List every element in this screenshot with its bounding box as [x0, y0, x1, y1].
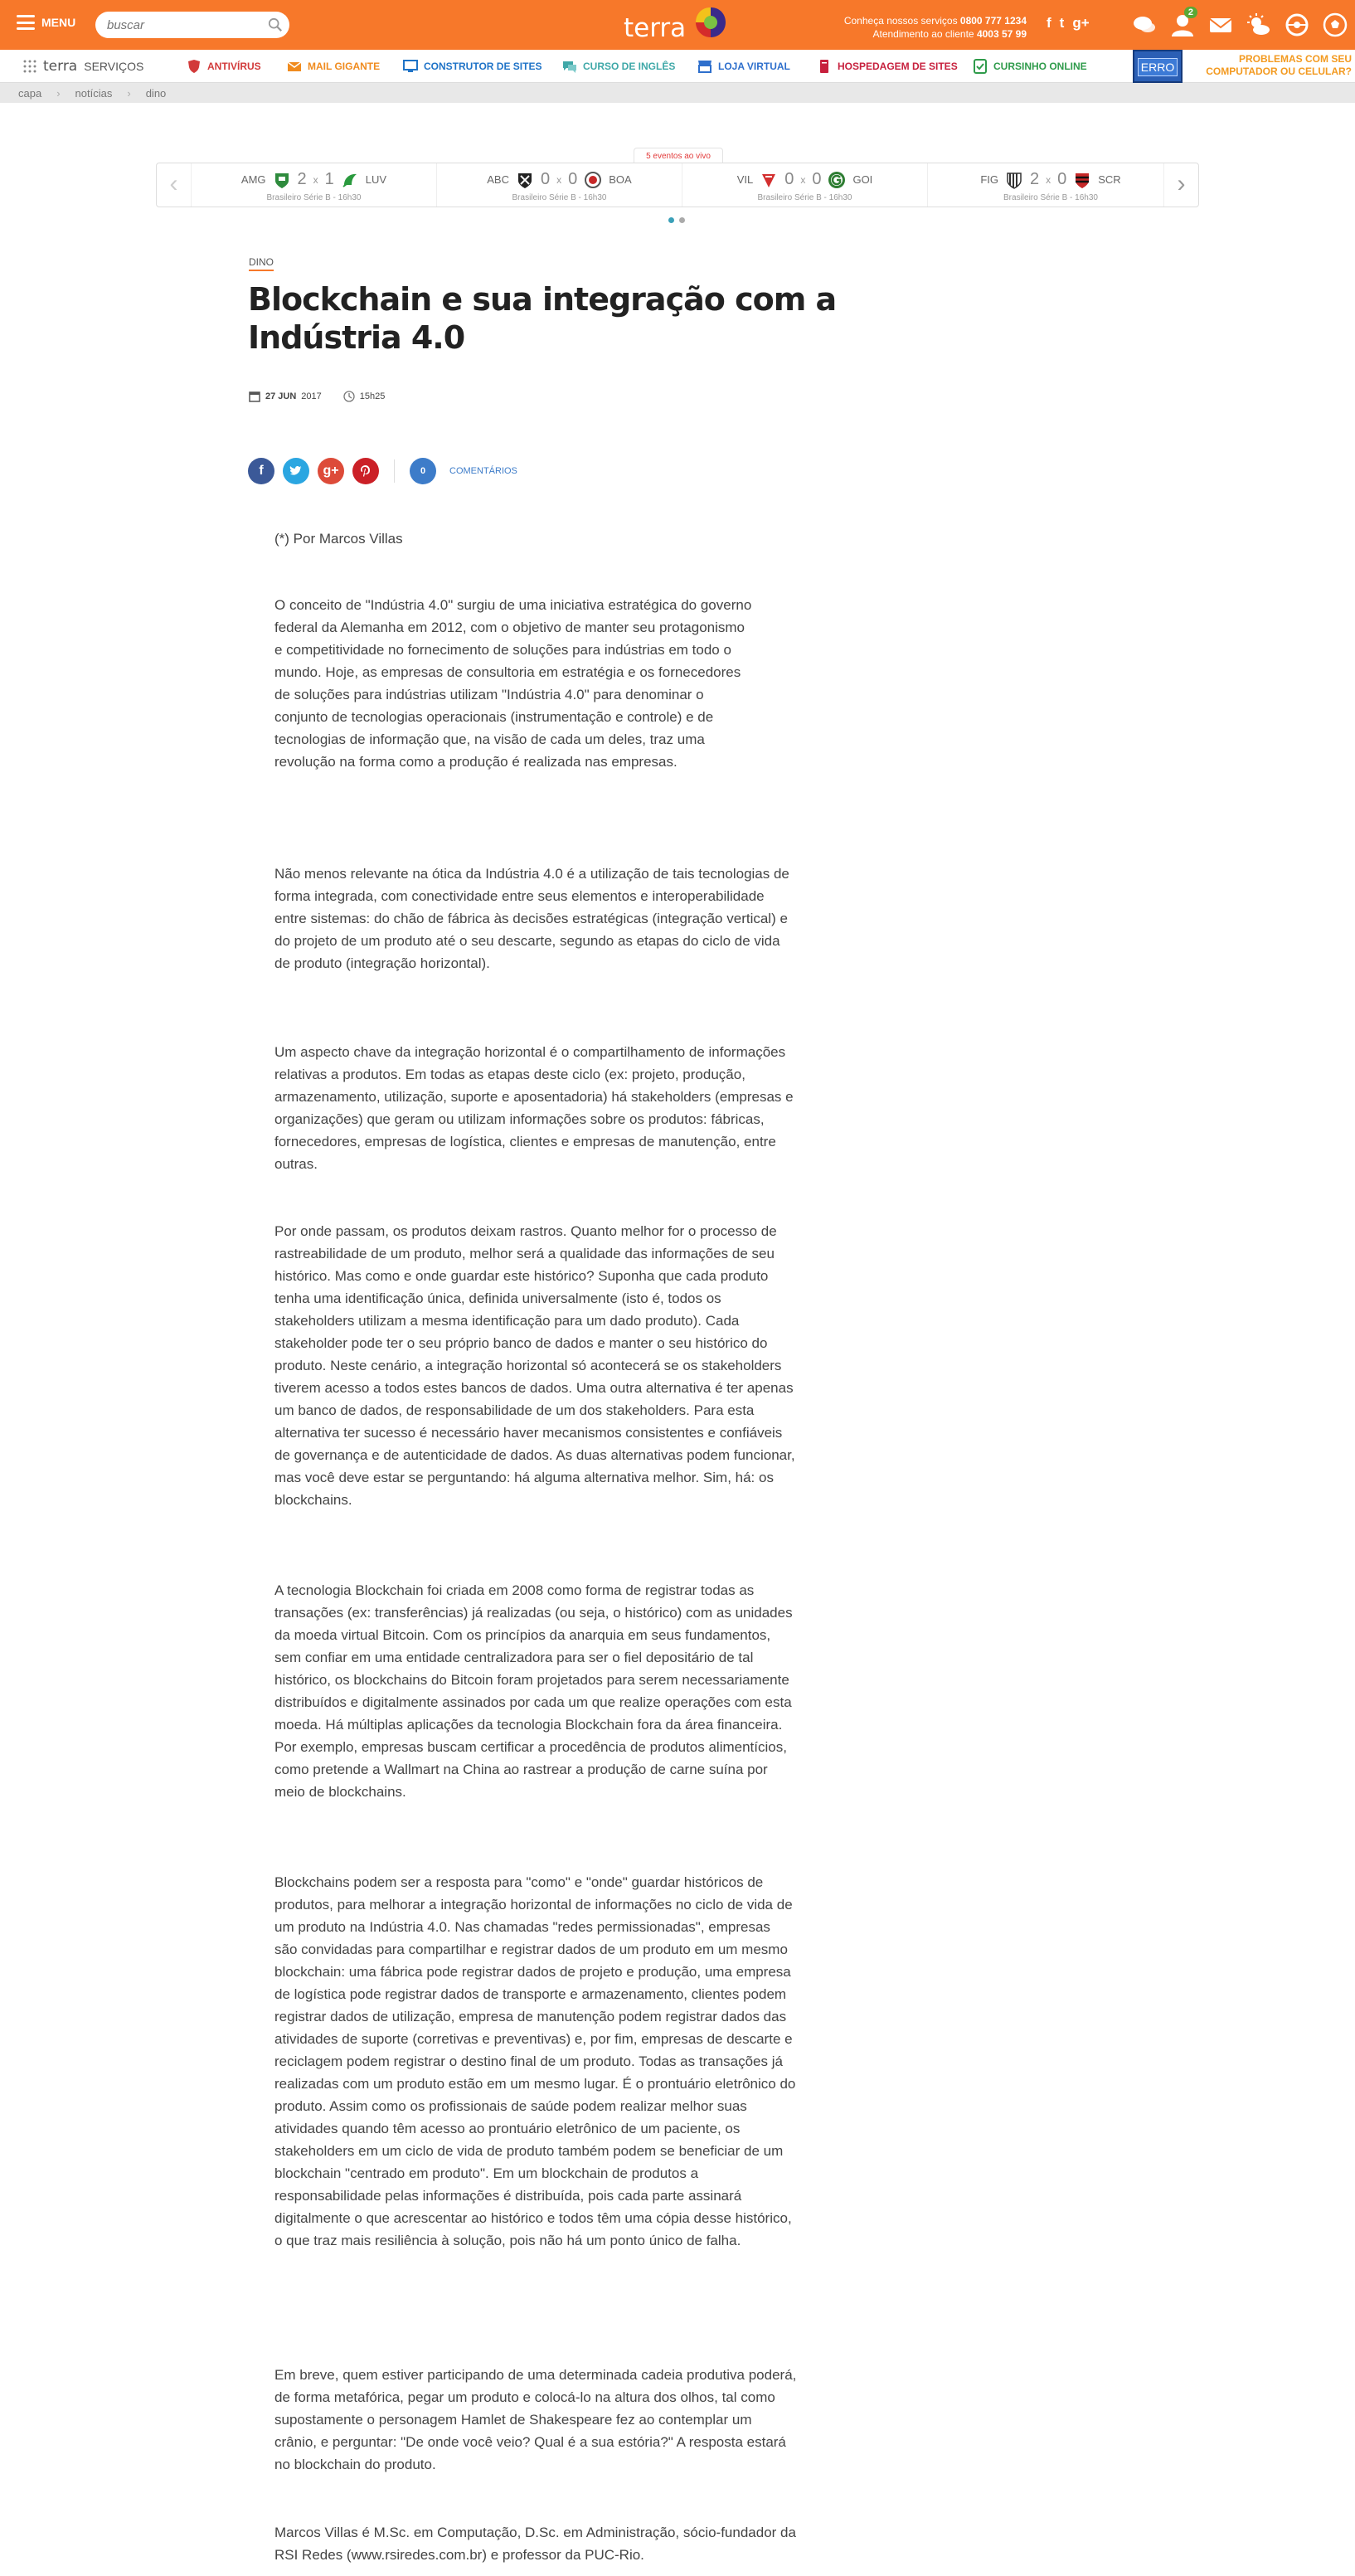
check-book-icon	[972, 58, 988, 75]
contact-line2-number: 4003 57 99	[976, 28, 1027, 40]
notification-badge: 2	[1184, 7, 1197, 18]
boa-crest-icon	[584, 171, 602, 189]
share-facebook-button[interactable]	[248, 458, 274, 484]
service-online-course[interactable]	[972, 58, 1087, 75]
contact-line1-label: Conheça nossos serviços	[843, 15, 958, 27]
carousel-dot[interactable]	[679, 217, 685, 223]
top-bar	[0, 0, 1355, 50]
header-tools	[1131, 7, 1348, 38]
shield-icon	[186, 58, 202, 75]
article-paragraph: A tecnologia Blockchain foi criada em 2008 como forma de registrar todas as transações (ex: transferências) já realizadas (ou seja, o histórico) com as unidades da moeda virtual Bitcoin. Com os princípios da anarquia em seus fundamentos, sem confiar em uma entidade centralizadora para ser o fiel depositário de tal histórico, os blockchains do Bitcoin foram projetados para serem necessariamente distribuídos e digitalmente assinados por cada um que realize operações com esta moeda. Há múltiplas aplicações da tecnologia Blockchain fora da área financeira. Por exemplo, empresas buscam certificar a procedência de produtos alimentícios, como pretende a Wallmart na China ao rastrear a produção de carne suína por meio de blockchains.	[274, 1582, 793, 1800]
service-label: ANTIVÍRUS	[207, 61, 261, 72]
game-card[interactable]	[192, 163, 437, 207]
speech-bubble-icon	[561, 58, 578, 75]
away-score: 0	[812, 170, 822, 188]
carousel-dots	[668, 217, 685, 223]
scores-prev-button[interactable]: ‹	[157, 163, 192, 207]
game-info: Brasileiro Série B - 16h30	[512, 193, 607, 202]
fig-crest-icon	[1005, 171, 1023, 189]
article-title: Blockchain e sua integração com a Indústria 4.0	[248, 281, 837, 356]
clock-icon	[343, 391, 355, 402]
article-paragraph: Um aspecto chave da integração horizontal é o compartilhamento de informações relativas a produtos. Em todas as etapas deste ciclo (ex: projeto, produção, armazenamento, utilização, suporte e aposentadoria) há stakeholders (empresas e organizações) que geram ou utilizam informações sobre os produtos: fábricas, fornecedores, empresas de logística, clientes e empresas de manutenção, entre outras.	[274, 1044, 794, 1172]
pinterest-icon	[359, 464, 372, 478]
breadcrumb-capa[interactable]: capa	[18, 86, 42, 100]
carousel-dot-active[interactable]	[668, 217, 674, 223]
article-year: 2017	[301, 391, 322, 401]
monitor-icon	[402, 58, 419, 75]
service-label: CONSTRUTOR DE SITES	[424, 61, 542, 72]
service-label: CURSO DE INGLÊS	[583, 61, 676, 72]
terra-logo[interactable]	[624, 5, 740, 45]
chat-icon[interactable]	[1131, 12, 1158, 38]
breadcrumb	[0, 83, 1355, 103]
menu-button[interactable]	[17, 15, 75, 30]
scr-crest-icon	[1073, 171, 1091, 189]
amg-crest-icon	[273, 171, 291, 189]
twitter-bird-icon	[289, 464, 303, 478]
breadcrumb-dino[interactable]: dino	[145, 86, 167, 100]
service-mail[interactable]	[286, 58, 380, 75]
service-label: CURSINHO ONLINE	[993, 61, 1087, 72]
service-label: MAIL GIGANTE	[308, 61, 381, 72]
game-card[interactable]	[682, 163, 928, 207]
store-icon	[697, 58, 713, 75]
breadcrumb-separator-icon: ›	[127, 86, 131, 100]
home-team: VIL	[736, 173, 754, 186]
mail-icon[interactable]	[1207, 12, 1234, 38]
grid-icon	[23, 60, 36, 73]
home-team: AMG	[240, 173, 266, 186]
logo-mark-icon	[693, 5, 728, 40]
server-icon	[816, 58, 833, 75]
share-twitter-button[interactable]	[283, 458, 309, 484]
article-meta	[249, 391, 385, 402]
problem-ad-text[interactable]	[1186, 53, 1352, 78]
user-account-button[interactable]	[1169, 7, 1196, 38]
abc-crest-icon	[516, 171, 534, 189]
hamburger-icon	[17, 15, 35, 30]
comments-link[interactable]: COMENTÁRIOS	[449, 466, 517, 476]
home-score: 0	[784, 170, 794, 188]
game-info: Brasileiro Série B - 16h30	[266, 193, 362, 202]
share-bar	[248, 458, 517, 484]
search-box	[95, 12, 289, 38]
breadcrumb-noticias[interactable]: notícias	[75, 86, 113, 100]
author-bio: Marcos Villas é M.Sc. em Computação, D.Sc. em Administração, sócio-fundador da RSI Redes (www.rsiredes.com.br) e professor da PUC-Rio.	[274, 2525, 796, 2563]
away-score: 1	[324, 170, 334, 188]
vil-crest-icon	[760, 171, 778, 189]
services-brand: terra	[43, 58, 78, 75]
services-title: SERVIÇOS	[84, 60, 144, 73]
away-team: SCR	[1098, 173, 1121, 186]
soccer-ball-icon[interactable]	[1322, 12, 1348, 38]
search-icon[interactable]	[268, 17, 283, 32]
error-label: ERRO	[1138, 58, 1178, 76]
calendar-icon	[249, 391, 260, 402]
game-info: Brasileiro Série B - 16h30	[1003, 193, 1098, 202]
google-plus-icon: g+	[323, 464, 339, 478]
away-score: 0	[1057, 170, 1067, 188]
comments-count-button[interactable]	[410, 458, 436, 484]
article-paragraph: Em breve, quem estiver participando de uma determinada cadeia produtiva poderá, de forma metafórica, pegar um produto e colocá-lo na altura dos olhos, tal como supostamente o personagem Hamlet de Shakespeare fez ao contemplar um crânio, e perguntar: "De onde você veio? Qual é a sua estória?" A resposta estará no blockchain do produto.	[274, 2367, 797, 2472]
home-score: 0	[541, 170, 551, 188]
service-hosting[interactable]	[816, 58, 958, 75]
service-english-course[interactable]	[561, 58, 675, 75]
luv-crest-icon	[341, 171, 359, 189]
game-card[interactable]	[437, 163, 682, 207]
contact-line2-label: Atendimento ao cliente	[872, 28, 974, 40]
service-site-builder[interactable]	[402, 58, 542, 75]
home-score: 2	[1029, 170, 1040, 188]
scoreboard	[156, 163, 1199, 207]
scores-next-button[interactable]: ›	[1163, 163, 1198, 207]
share-google-plus-button[interactable]	[318, 458, 344, 484]
home-team: FIG	[980, 173, 998, 186]
away-team: GOI	[852, 173, 873, 186]
problem-line1: PROBLEMAS COM SEU	[1238, 53, 1352, 65]
game-card[interactable]	[928, 163, 1173, 207]
horoscope-icon[interactable]	[1284, 12, 1310, 38]
share-divider	[394, 459, 395, 483]
live-events-tab[interactable]: 5 eventos ao vivo	[634, 148, 723, 164]
score-separator: x	[313, 173, 318, 186]
menu-label: MENU	[41, 16, 76, 29]
share-pinterest-button[interactable]	[352, 458, 379, 484]
article-paragraph: Blockchains podem ser a resposta para "como" e "onde" guardar históricos de produtos, para melhorar a integração horizontal de informações no ciclo de vida de um produto na Indústria 4.0. Nas chamadas "redes permissionadas", empresas são convidadas para compartilhar e registrar dados de um produto em um mesmo blockchain: uma fábrica pode registrar dados de projeto e produção, uma empresa de logística pode registrar dados de transporte e armazenamento, clientes podem registrar dados de utilização, empresa de manutenção podem registrar dados das atividades de suporte (corretivas e preventivas) e, por fim, empresas de descarte e reciclagem podem registrar o destino final de um produto. Todas as transações já realizadas com um produto estão em um mesmo lugar. É o prontuário eletrônico do produto. Assim como os profissionais de saúde podem realizar melhor suas atividades quando têm acesso ao prontuário eletrônico de um paciente, os stakeholders em um ciclo de vida de produto também podem se beneficiar de um blockchain "centrado em produto". Em um blockchain de produtos a responsabilidade pelas informações é distribuída, pois cada parte assinará digitalmente o que acrescentar ao histórico e todos têm uma cópia desse histórico, o que traz mais resiliência à solução, pois não há um ponto único de falha.	[274, 1874, 796, 2248]
away-team: LUV	[365, 173, 387, 186]
article-time: 15h25	[359, 391, 386, 401]
article-date: 27 JUN	[265, 391, 297, 401]
article-kicker[interactable]: DINO	[249, 256, 274, 271]
article-paragraph: Por onde passam, os produtos deixam rastros. Quanto melhor for o processo de rastreabilidade de um produto, melhor será a qualidade das informações de seu histórico. Mas como e onde guardar este histórico? Suponha que cada produto tenha uma identificação única, definida universalmente (isto é, todos os stakeholders utilizam a mesma identificação para um dado produto). Cada stakeholder pode ter o seu próprio banco de dados e manter o seu histórico do produto. Neste cenário, a integração horizontal só acontecerá se os stakeholders tiverem acesso a todos estes bancos de dados. Uma outra alternativa é ter apenas um banco de dados, de responsabilidade de um dos stakeholders. Para esta alternativa ter sucesso é necessário haver mecanismos consistentes e confiáveis de governança e de autenticidade de dados. As duas alternativas podem funcionar, mas você deve estar se perguntando: há alguma alternativa melhor. Sim, há: os blockchains.	[274, 1223, 795, 1508]
terra-services-link[interactable]	[23, 58, 143, 75]
score-separator: x	[556, 173, 562, 186]
article-paragraph: O conceito de "Indústria 4.0" surgiu de uma iniciativa estratégica do governo federal da Alemanha em 2012, com o objetivo de manter seu protagonismo e competitividade no fornecimento de soluções para indústrias em todo o mundo. Hoje, as empresas de consultoria em estratégia e os fornecedores de soluções para indústrias utilizam "Indústria 4.0" para denominar o conjunto de tecnologias operacionais (instrumentação e controle) e de tecnologias de informação que, na visão de cada um deles, traz uma revolução na forma como a produção é realizada nas empresas.	[274, 597, 752, 770]
article-byline: (*) Por Marcos Villas	[274, 531, 403, 547]
facebook-icon[interactable]: f	[1047, 15, 1051, 31]
game-info: Brasileiro Série B - 16h30	[757, 193, 852, 202]
goi-crest-icon	[828, 171, 846, 189]
breadcrumb-separator-icon: ›	[56, 86, 61, 100]
away-team: BOA	[609, 173, 632, 186]
logo-text: terra	[624, 13, 687, 43]
error-ad-banner[interactable]	[1133, 50, 1183, 83]
service-label: LOJA VIRTUAL	[718, 61, 790, 72]
facebook-icon: f	[259, 464, 264, 478]
service-label: HOSPEDAGEM DE SITES	[838, 61, 958, 72]
contact-line1-number: 0800 777 1234	[959, 15, 1027, 27]
social-links	[1047, 15, 1090, 32]
score-separator: x	[1046, 173, 1051, 186]
search-input[interactable]	[95, 12, 253, 38]
away-score: 0	[568, 170, 578, 188]
home-score: 2	[297, 170, 307, 188]
comments-count: 0	[420, 466, 426, 476]
service-virtual-store[interactable]	[697, 58, 790, 75]
contact-info	[796, 14, 1027, 41]
services-bar	[0, 50, 1355, 83]
article-paragraph: Não menos relevante na ótica da Indústria 4.0 é a utilização de tais tecnologias de forma integrada, com conectividade entre seus elementos e interoperabilidade entre sistemas: do chão de fábrica às decisões estratégicas (integração vertical) e do projeto de um produto até o seu descarte, segundo as etapas do ciclo de vida de produto (integração horizontal).	[274, 866, 789, 971]
home-team: ABC	[487, 173, 509, 186]
envelope-icon	[286, 58, 303, 75]
service-antivirus[interactable]	[186, 58, 261, 75]
google-plus-icon[interactable]: g+	[1072, 15, 1090, 31]
score-separator: x	[800, 173, 806, 186]
weather-icon[interactable]	[1246, 12, 1272, 38]
twitter-icon[interactable]: t	[1059, 15, 1065, 31]
problem-line2: COMPUTADOR OU CELULAR?	[1206, 66, 1352, 77]
